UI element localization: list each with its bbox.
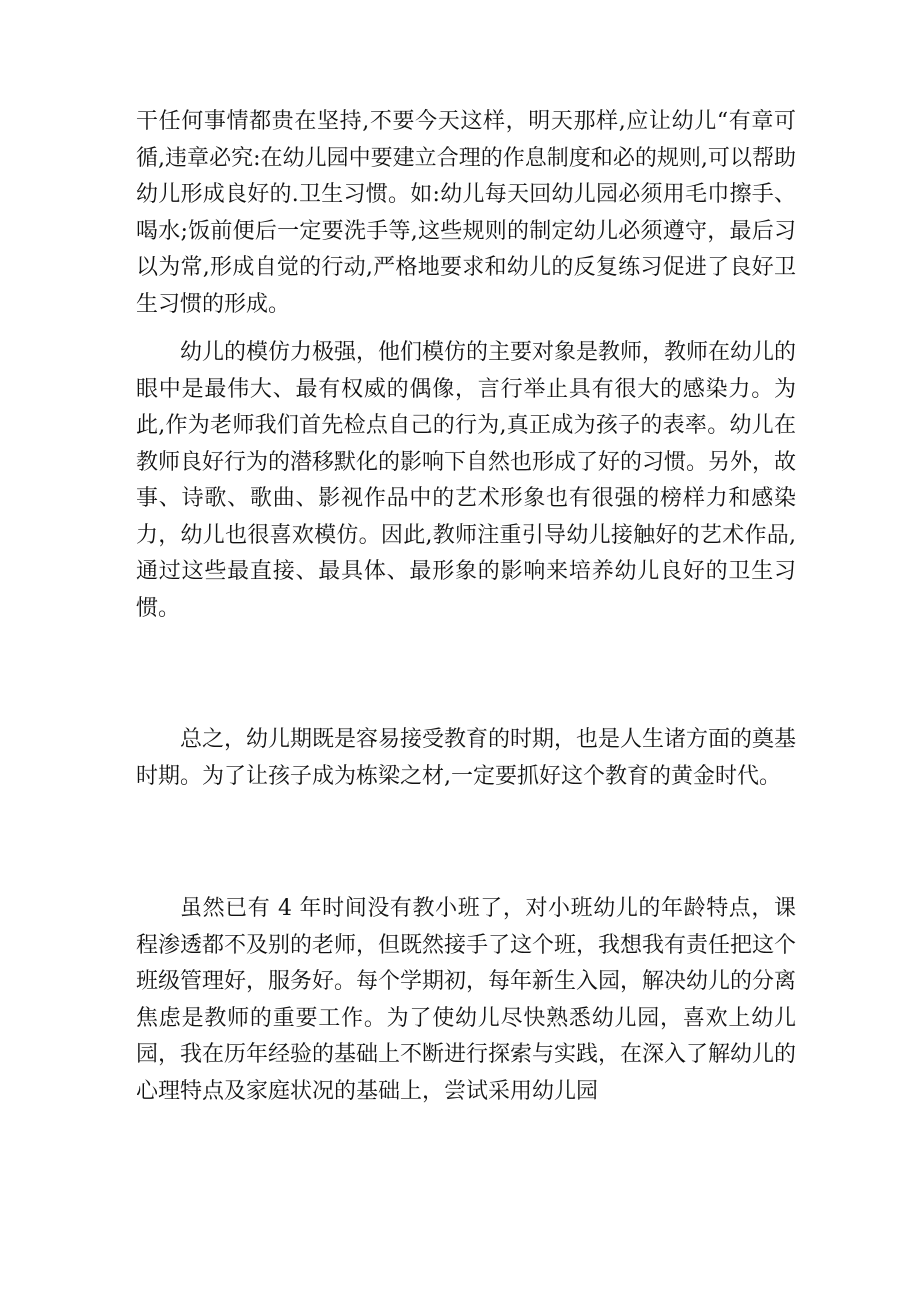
paragraph-conclusion: 总之，幼儿期既是容易接受教育的时期，也是人生诸方面的奠基时期。为了让孩子成为栋梁之材,一定要抓好这个教育的黄金时代。 (136, 727, 797, 789)
paragraph-teacher-role-model: 幼儿的模仿力极强，他们模仿的主要对象是教师，教师在幼儿的眼中是最伟大、最有权威的偶像，言行举止具有很大的感染力。为此,作为老师我们首先检点自己的行为,真正成为孩子的表率。幼儿在教师良好行为的潜移默化的影响下自然也形成了好的习惯。另外，故事、诗歌、歌曲、影视作品中的艺术形象也有很强的榜样力和感染力，幼儿也很喜欢模仿。因此,教师注重引导幼儿接触好的艺术作品,通过这些最直接、最具体、最形象的影响来培养幼儿良好的卫生习惯。 (136, 340, 797, 621)
paragraph-small-class: 虽然已有 4 年时间没有教小班了，对小班幼儿的年龄特点，课程渗透都不及别的老师，但既然接手了这个班，我想我有责任把这个班级管理好，服务好。每个学期初，每年新生入园，解决幼儿的分离焦虑是教师的重要工作。为了使幼儿尽快熟悉幼儿园，喜欢上幼儿园，我在历年经验的基础上不断进行探索与实践，在深入了解幼儿的心理特点及家庭状况的基础上，尝试采用幼儿园 (136, 896, 797, 1104)
paragraph-hygiene-rules: 干任何事情都贵在坚持,不要今天这样，明天那样,应让幼儿“有章可循,违章必究:在幼儿园中要建立合理的作息制度和必的规则,可以帮助幼儿形成良好的.卫生习惯。如:幼儿每天回幼儿园必须用毛巾擦手、喝水;饭前便后一定要洗手等,这些规则的制定幼儿必须遵守，最后习以为常,形成自觉的行动,严格地要求和幼儿的反复练习促进了良好卫生习惯的形成。 (136, 109, 796, 317)
